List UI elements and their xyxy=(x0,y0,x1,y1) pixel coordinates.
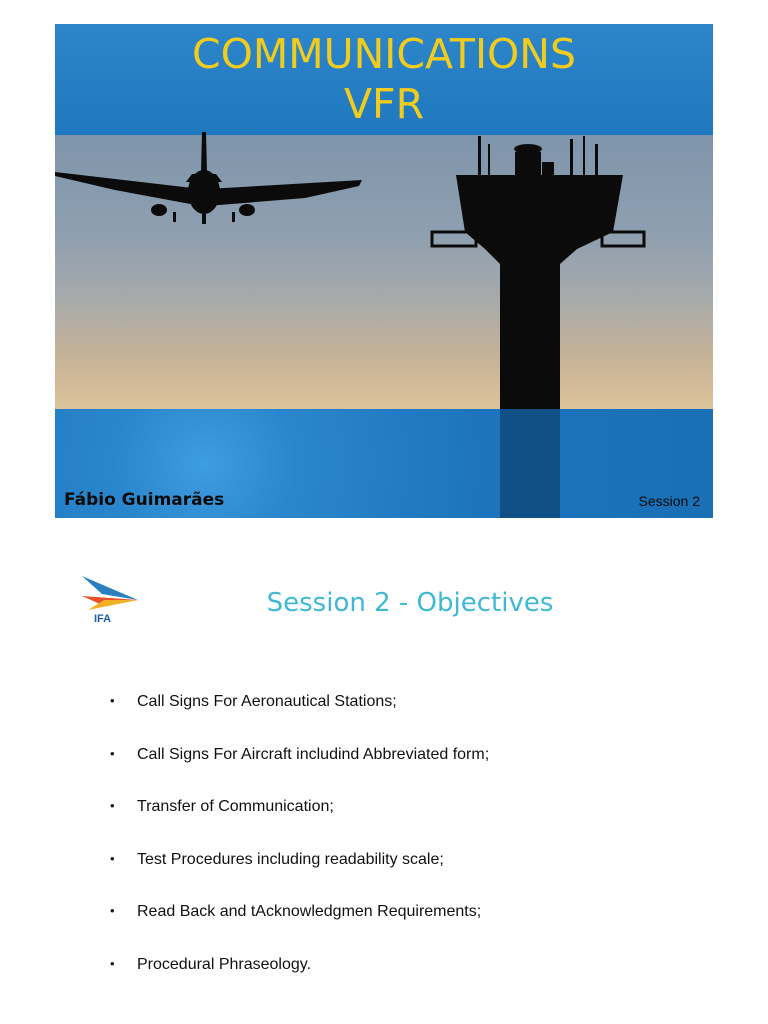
session-label: Session 2 xyxy=(638,493,700,509)
bullet: • xyxy=(110,745,115,761)
bullet: • xyxy=(110,850,115,866)
objective-text: Procedural Phraseology. xyxy=(137,955,312,973)
objective-text: Call Signs For Aircraft includind Abbreviated form; xyxy=(137,745,490,763)
objective-text: Transfer of Communication; xyxy=(137,798,334,816)
objective-text: Test Procedures including readability scale; xyxy=(137,850,444,868)
title-line-2: VFR xyxy=(343,80,425,128)
bullet: • xyxy=(110,955,115,971)
title-slide xyxy=(55,24,713,518)
objective-text: Read Back and tAcknowledgmen Requirements; xyxy=(137,903,482,921)
ifa-logo xyxy=(78,570,140,630)
presenter-name: Fábio Guimarães xyxy=(64,490,225,510)
title-line-1: COMMUNICATIONS xyxy=(191,30,576,78)
logo-text: IFA xyxy=(94,613,112,625)
bullet: • xyxy=(110,903,115,919)
objectives-title: Session 2 - Objectives xyxy=(266,588,554,618)
bullet: • xyxy=(110,798,115,814)
objective-text: Call Signs For Aeronautical Stations; xyxy=(137,693,397,710)
bullet: • xyxy=(110,693,115,708)
airplane-icon xyxy=(55,132,362,224)
